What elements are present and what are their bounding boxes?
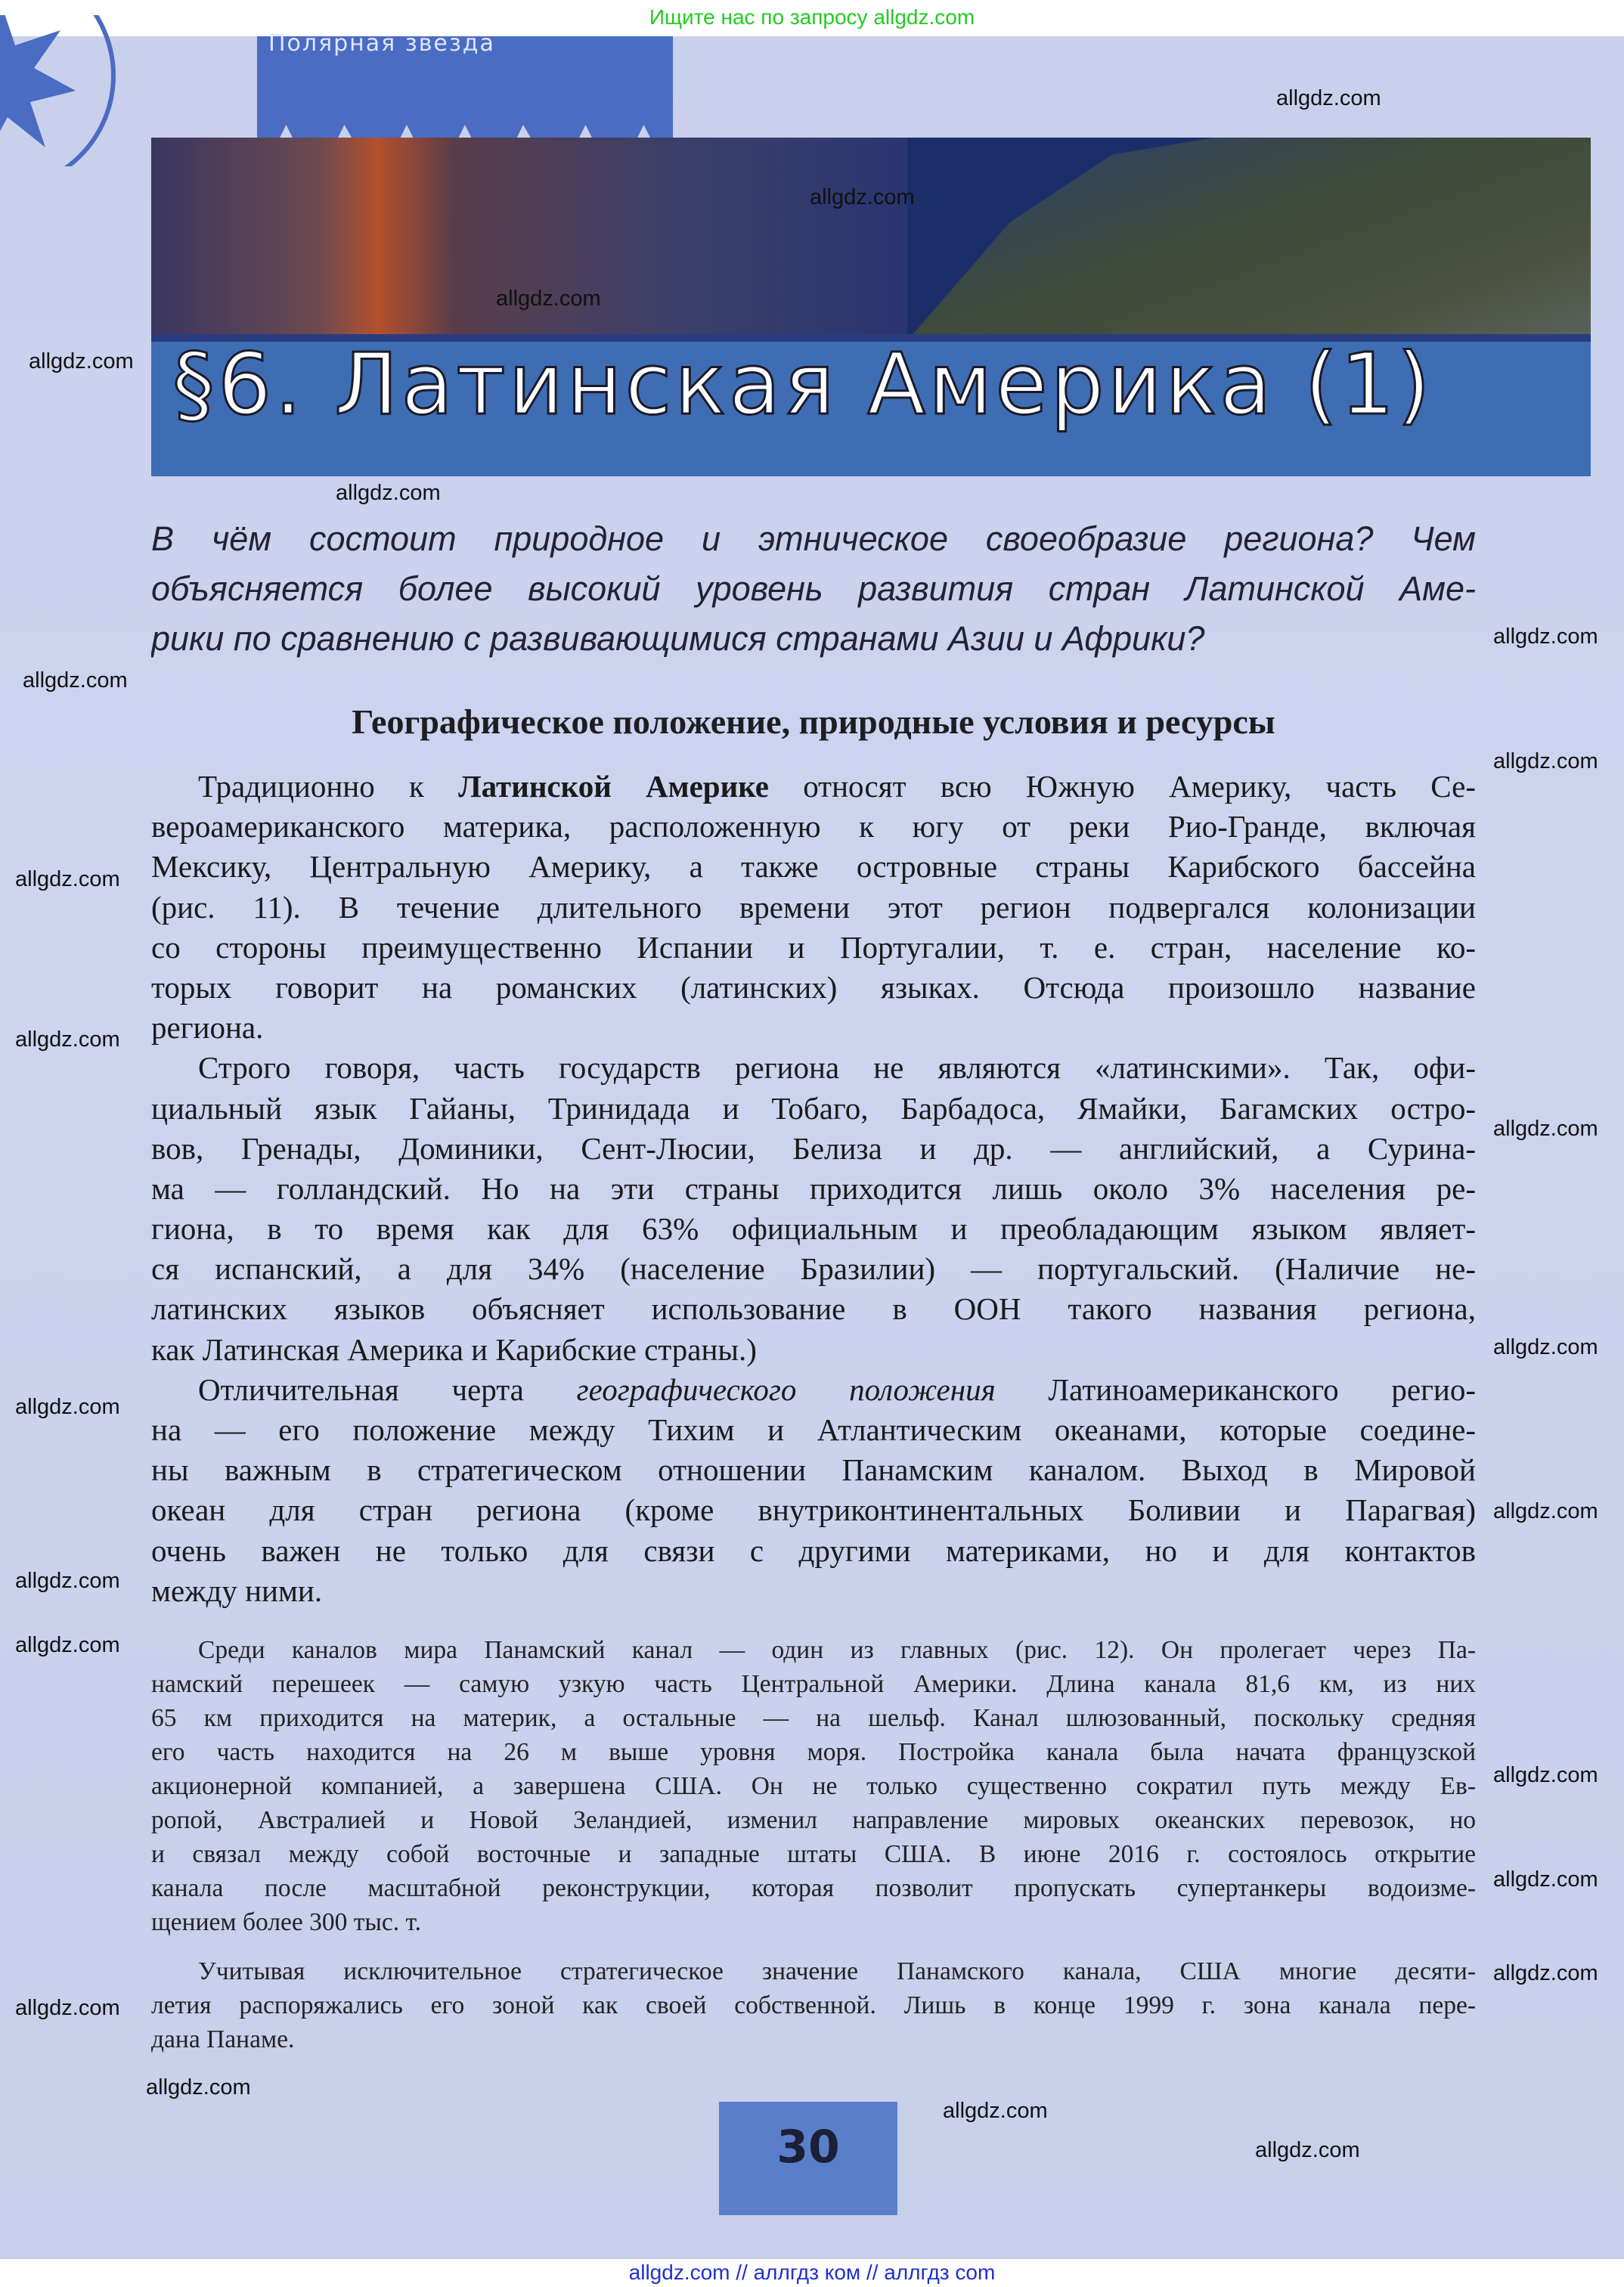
top-banner[interactable]: Ищите нас по запросу allgdz.com	[0, 0, 1624, 36]
text-line: 65 км приходится на материк, а остальные — на шельф. Канал шлюзованный, поскольку средняя	[151, 1704, 1476, 1732]
watermark: allgdz.com	[1493, 624, 1598, 649]
watermark: allgdz.com	[810, 185, 915, 209]
watermark: allgdz.com	[15, 1395, 120, 1419]
text-line: со стороны преимущественно Испании и Португалии, т. е. стран, население ко-	[151, 929, 1476, 965]
text-line: (рис. 11). В течение длительного времени этот регион подвергался колонизации	[151, 889, 1476, 925]
text-line: летия распоряжались его зоной как своей собственной. Лишь в конце 1999 г. зона канала пере-	[151, 1991, 1476, 2019]
watermark: allgdz.com	[1493, 1335, 1598, 1359]
text-line: канала после масштабной реконструкции, которая позволит пропускать супертанкеры водоизме-	[151, 1874, 1476, 1902]
chapter-title: §6. Латинская Америка (1)	[172, 336, 1433, 434]
text-line: ропой, Австралией и Новой Зеландией, изменил направление мировых океанских перевозок, но	[151, 1806, 1476, 1834]
watermark: allgdz.com	[1276, 86, 1381, 110]
watermark: allgdz.com	[1493, 749, 1598, 773]
watermark: allgdz.com	[146, 2075, 251, 2100]
text-line: Отличительная черта географического положения Латиноамериканского регио-	[198, 1371, 1476, 1407]
watermark: allgdz.com	[943, 2099, 1048, 2123]
watermark: allgdz.com	[1493, 1961, 1598, 1985]
text-line: очень важен не только для связи с другими материками, но и для контактов	[151, 1532, 1476, 1568]
body-text	[151, 767, 1476, 1611]
text-line: Строго говоря, часть государств региона не являются «латинскими». Так, офи-	[198, 1050, 1476, 1086]
question-line: объясняется более высокий уровень развития стран Латинской Аме-	[151, 569, 1476, 608]
watermark: allgdz.com	[1493, 1499, 1598, 1523]
text-line: между ними.	[151, 1573, 323, 1608]
watermark: allgdz.com	[1493, 1117, 1598, 1141]
text-line: латинских языков объясняет использование в ООН такого названия региона,	[151, 1291, 1476, 1327]
watermark: allgdz.com	[29, 349, 134, 373]
text-line: ны важным в стратегическом отношении Панамским каналом. Выход в Мировой	[151, 1452, 1476, 1488]
chapter-questions	[151, 514, 1476, 664]
text-line: ся испанский, а для 34% (население Бразилии) — португальский. (Наличие не-	[151, 1251, 1476, 1287]
text-line: Традиционно к Латинской Америке относят всю Южную Америку, часть Се-	[198, 769, 1476, 804]
watermark: allgdz.com	[1255, 2138, 1360, 2162]
text-line: Учитывая исключительное стратегическое значение Панамского канала, США многие десяти-	[198, 1957, 1476, 1985]
watermark: allgdz.com	[15, 1569, 120, 1593]
text-line: и связал между собой восточные и западные штаты США. В июне 2016 г. состоялось открытие	[151, 1840, 1476, 1868]
watermark: allgdz.com	[15, 1633, 120, 1657]
watermark: allgdz.com	[336, 481, 441, 505]
text-line: вероамериканского материка, расположенную к югу от реки Рио-Гранде, включая	[151, 809, 1476, 844]
text-line: его часть находится на 26 м выше уровня моря. Постройка канала была начата французской	[151, 1738, 1476, 1766]
text-line: региона.	[151, 1010, 264, 1046]
panama-canal-note	[151, 1633, 1476, 2056]
watermark: allgdz.com	[1493, 1867, 1598, 1892]
watermark: allgdz.com	[23, 668, 128, 693]
text-line: торых говорит на романских (латинских) языках. Отсюда произошло название	[151, 969, 1476, 1005]
question-line: В чём состоит природное и этническое своеобразие региона? Чем	[151, 519, 1476, 558]
text-line: как Латинская Америка и Карибские страны.)	[151, 1331, 757, 1367]
text-line: ма — голландский. Но на эти страны приходится лишь около 3% населения ре-	[151, 1170, 1476, 1206]
text-line: акционерной компанией, а завершена США. Он не только существенно сократил путь между Ев-	[151, 1772, 1476, 1800]
text-line: гиона, в то время как для 63% официальным и преобладающим языком являет-	[151, 1211, 1476, 1247]
text-line: океан для стран региона (кроме внутриконтинентальных Боливии и Парагвая)	[151, 1492, 1476, 1528]
text-line: на — его положение между Тихим и Атлантическим океанами, которые соедине-	[151, 1412, 1476, 1447]
page-number: 30	[719, 2102, 897, 2215]
text-line: намский перешеек — самую узкую часть Центральной Америки. Длина канала 81,6 км, из них	[151, 1670, 1476, 1698]
text-line: вов, Гренады, Доминики, Сент-Люсии, Белиза и др. — английский, а Сурина-	[151, 1130, 1476, 1166]
watermark: allgdz.com	[15, 1996, 120, 2020]
watermark: allgdz.com	[15, 867, 120, 891]
text-line: Мексику, Центральную Америку, а также островные страны Карибского бассейна	[151, 849, 1476, 885]
question-line: рики по сравнению с развивающимися странами Азии и Африки?	[151, 619, 1205, 658]
watermark: allgdz.com	[496, 287, 601, 311]
watermark: allgdz.com	[15, 1027, 120, 1052]
star-badge-icon	[0, 15, 166, 166]
text-line: Среди каналов мира Панамский канал — один из главных (рис. 12). Он пролегает через Па-	[198, 1636, 1476, 1664]
section-heading: Географическое положение, природные условия и ресурсы	[352, 702, 1275, 741]
series-name: Полярная звезда	[268, 30, 495, 57]
watermark: allgdz.com	[1493, 1763, 1598, 1787]
text-line: дана Панаме.	[151, 2025, 295, 2053]
footer-links[interactable]: allgdz.com // аллгдз ком // аллгдз com	[0, 2259, 1624, 2287]
text-line: щением более 300 тыс. т.	[151, 1908, 422, 1936]
text-line: циальный язык Гайаны, Тринидада и Тобаго, Барбадоса, Ямайки, Багамских остро-	[151, 1090, 1476, 1126]
